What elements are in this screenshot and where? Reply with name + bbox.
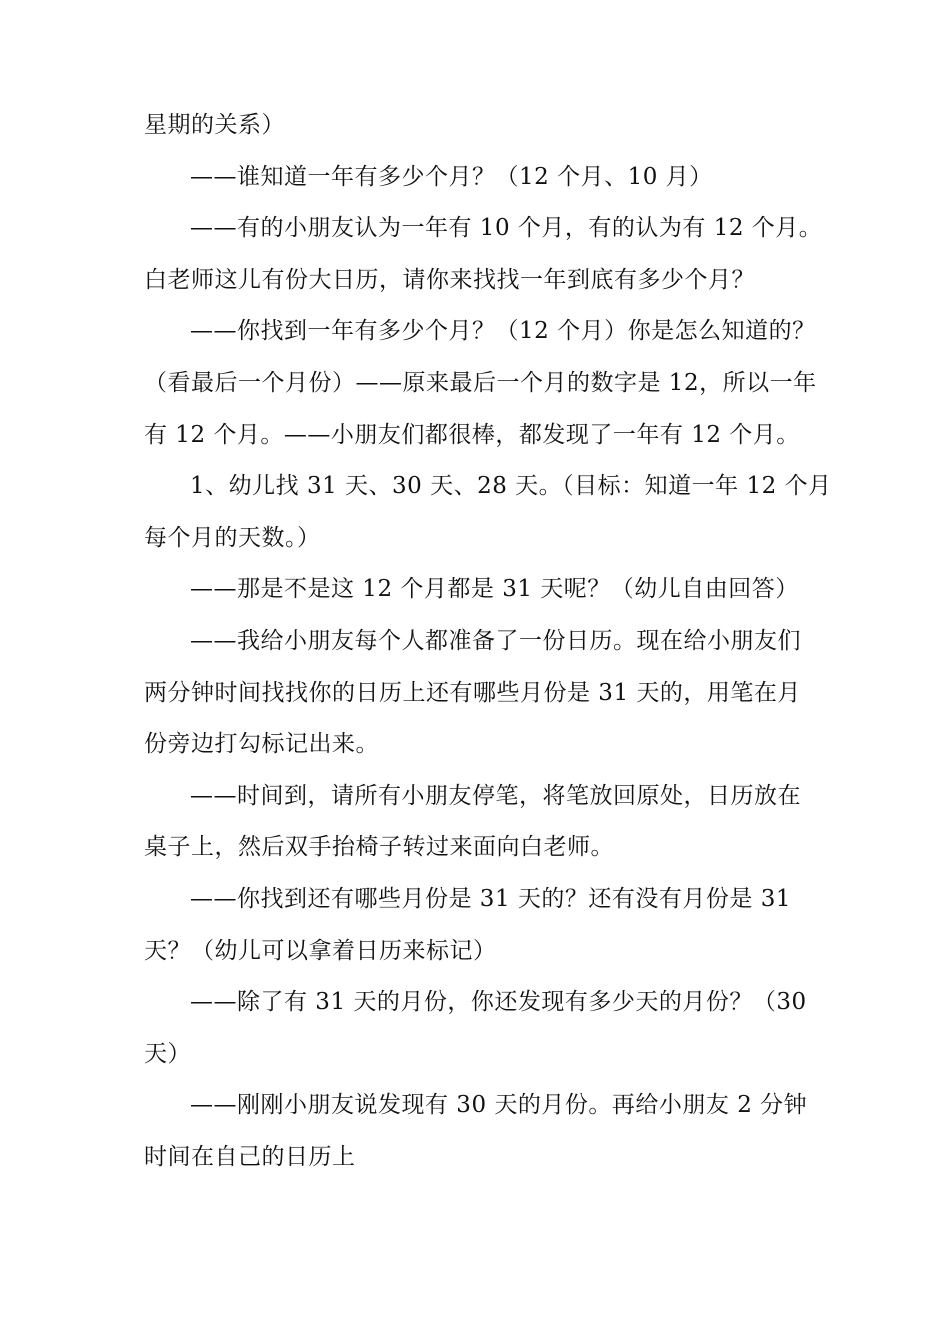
text-line: ——有的小朋友认为一年有 10 个月，有的认为有 12 个月。 xyxy=(190,215,823,242)
text-line: 每个月的天数。） xyxy=(144,524,321,551)
text-line: ——时间到，请所有小朋友停笔，将笔放回原处，日历放在 xyxy=(190,782,801,809)
text-line: 有 12 个月。——小朋友们都很棒，都发现了一年有 12 个月。 xyxy=(144,421,800,448)
document-body xyxy=(144,100,832,1183)
text-line: 1、幼儿找 31 天、30 天、28 天。（目标：知道一年 12 个月 xyxy=(190,473,832,500)
text-line: ——刚刚小朋友说发现有 30 天的月份。再给小朋友 2 分钟 xyxy=(190,1092,808,1119)
text-line: 桌子上，然后双手抬椅子转过来面向白老师。 xyxy=(144,834,614,861)
text-line: ——我给小朋友每个人都准备了一份日历。现在给小朋友们 xyxy=(190,627,801,654)
text-line: 星期的关系） xyxy=(144,112,285,138)
text-line: ——你找到一年有多少个月？（12 个月）你是怎么知道的？ xyxy=(190,318,816,345)
text-line: ——谁知道一年有多少个月？（12 个月、10 月） xyxy=(190,163,713,190)
text-line: 白老师这儿有份大日历，请你来找找一年到底有多少个月？ xyxy=(144,266,755,293)
text-line: 时间在自己的日历上 xyxy=(144,1143,356,1170)
text-line: （看最后一个月份）——原来最后一个月的数字是 12，所以一年 xyxy=(144,369,817,396)
text-line: 两分钟时间找找你的日历上还有哪些月份是 31 天的，用笔在月 xyxy=(144,679,801,706)
text-line: 天） xyxy=(144,1040,191,1067)
text-line: 天？（幼儿可以拿着日历来标记） xyxy=(144,937,497,964)
text-line: ——你找到还有哪些月份是 31 天的？还有没有月份是 31 xyxy=(190,885,791,912)
text-line: 份旁边打勾标记出来。 xyxy=(144,731,379,758)
text-line: ——那是不是这 12 个月都是 31 天呢？（幼儿自由回答） xyxy=(190,576,799,603)
text-line: ——除了有 31 天的月份，你还发现有多少天的月份？（30 xyxy=(190,989,807,1016)
